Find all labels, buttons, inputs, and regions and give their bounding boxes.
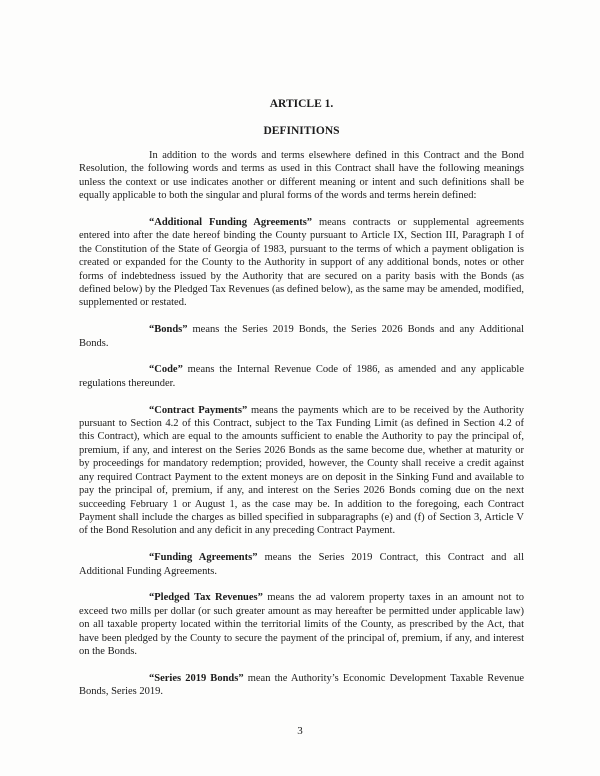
definition-paragraph xyxy=(79,672,524,699)
definition-text: means contracts or supplemental agreements entered into after the date hereof binding the County pursuant to Article IX, Section III, Paragraph I of the Constitution of the State of Georgia of 1983, pursuant to the terms of which a payment obligation is created or expanded for the County to the Authority in support of any additional bonds, notes or other forms of indebtedness issued by the Authority that are secured on a parity basis with the Bonds (as defined below) by the Pledged Tax Revenues (as defined below), as the same may be amended, modified, supplemented or restated. xyxy=(79,217,524,309)
intro-paragraph: In addition to the words and terms elsewhere defined in this Contract and the Bond Resolution, the following words and terms as used in this Contract shall have the following meanings unless the context or use indicates another or different meaning or intent and such definitions shall be equally applicable to both the singular and plural forms of the words and terms herein defined: xyxy=(79,150,524,202)
page-number: 3 xyxy=(297,725,303,737)
definition-term: “Code” xyxy=(149,364,183,376)
definition-text: means the payments which are to be received by the Authority pursuant to Section 4.2 of this Contract, subject to the Tax Funding Limit (as defined in Section 4.2 of this Contract), which are equal to the amounts sufficient to enable the Authority to pay the principal of, premium, if any, and interest on the Series 2026 Bonds as the same become due, whether at maturity or by proceedings for mandatory redemption; provided, however, the County shall receive a credit against any required Contract Payment to the extent moneys are on deposit in the Sinking Fund and available to pay the principal of, premium, if any, and interest on the Series 2026 Bonds coming due on the next succeeding February 1 or August 1, as the case may be. In addition to the foregoing, each Contract Payment shall include the charges as billed specified in subparagraphs (e) and (f) of Section 3, Article V of the Bond Resolution and any deficit in any preceding Contract Payment. xyxy=(79,404,524,537)
definition-text: means the Series 2019 Contract, this Contract and all Additional Funding Agreements. xyxy=(79,552,524,577)
definition-term: “Additional Funding Agreements” xyxy=(149,217,313,229)
section-heading: DEFINITIONS xyxy=(263,125,340,137)
article-heading: ARTICLE 1. xyxy=(269,98,334,110)
definition-term: “Contract Payments” xyxy=(149,404,248,416)
definition-paragraph xyxy=(79,591,524,658)
definition-term: “Bonds” xyxy=(149,324,188,336)
definition-term: “Pledged Tax Revenues” xyxy=(149,592,263,604)
definition-paragraph xyxy=(79,363,524,390)
definition-text: means the ad valorem property taxes in an amount not to exceed two mills per dollar (or such greater amount as may hereafter be permitted under applicable law) on all taxable property located within the territorial limits of the County, as prescribed by the Act, that have been pledged by the County to secure the payment of the principal of, premium, if any, and interest on the Bonds. xyxy=(79,592,524,657)
definition-paragraph xyxy=(79,323,524,350)
definition-text: means the Internal Revenue Code of 1986, as amended and any applicable regulations thereunder. xyxy=(79,364,524,389)
document-body xyxy=(79,97,524,712)
definition-text: means the Series 2019 Bonds, the Series 2026 Bonds and any Additional Bonds. xyxy=(79,324,524,349)
definition-paragraph xyxy=(79,216,524,310)
definition-text: mean the Authority’s Economic Development Taxable Revenue Bonds, Series 2019. xyxy=(79,672,524,698)
definition-paragraph xyxy=(79,404,524,538)
definition-term: “Funding Agreements” xyxy=(149,552,258,564)
definition-paragraph xyxy=(79,551,524,578)
definition-term: “Series 2019 Bonds” xyxy=(149,672,244,684)
